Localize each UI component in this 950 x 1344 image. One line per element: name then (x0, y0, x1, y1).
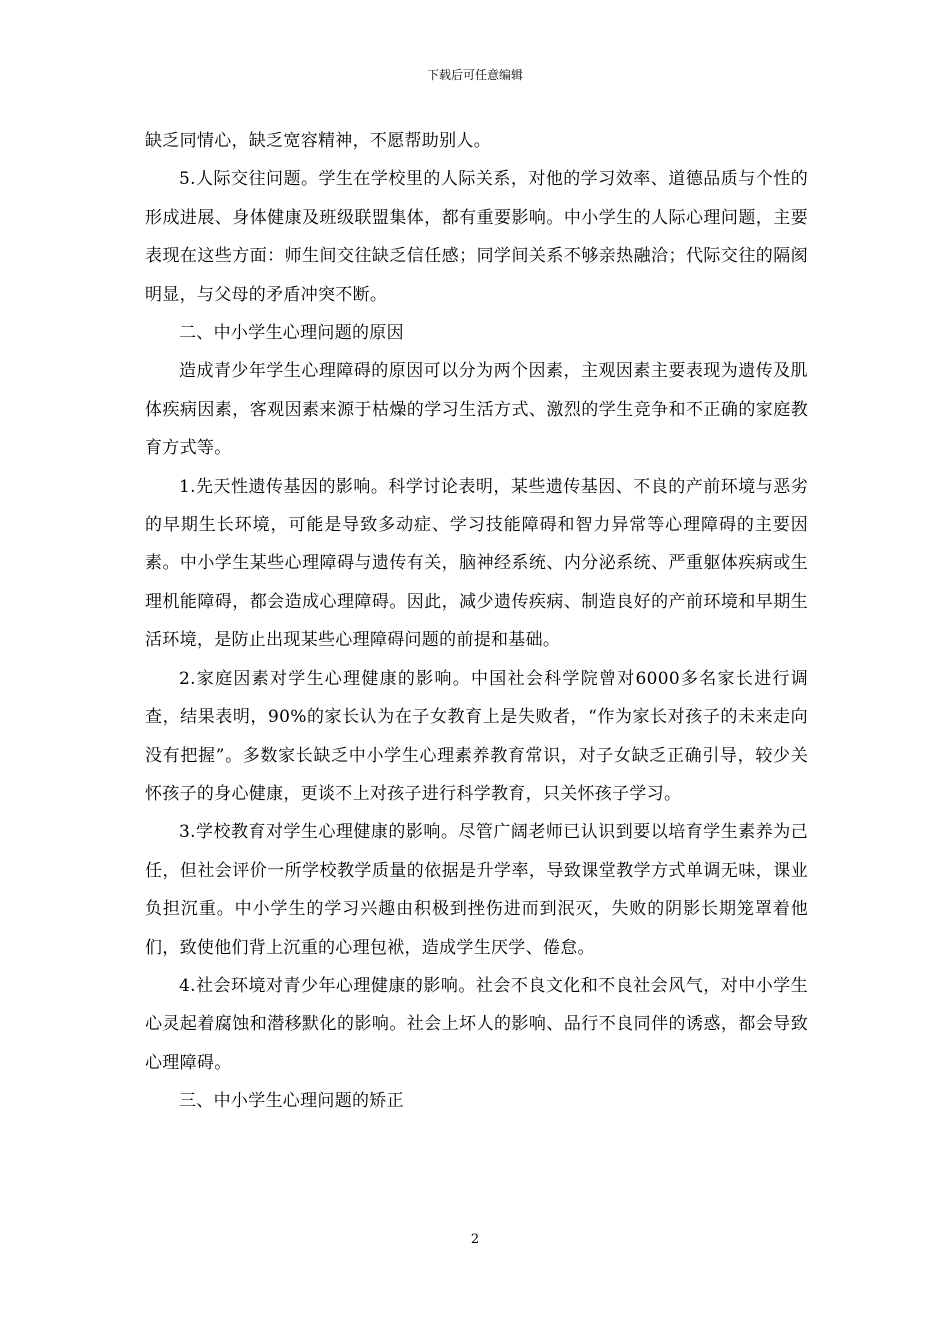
paragraph-causes-intro: 造成青少年学生心理障碍的原因可以分为两个因素，主观因素主要表现为遗传及肌体疾病因素，客观因素来源于枯燥的学习生活方式、激烈的学生竞争和不正确的家庭教育方式等。 (145, 361, 808, 459)
page-number: 2 (470, 1232, 480, 1247)
paragraph-family-factors: 2.家庭因素对学生心理健康的影响。中国社会科学院曾对6000多名家长进行调查，结果表明，90%的家长认为在子女教育上是失败者，“作为家长对孩子的未来走向没有把握”。多数家长缺乏中小学生心理素养教育常识，对子女缺乏正确引导，较少关怀孩子的身心健康，更谈不上对孩子进行科学教育，只关怀孩子学习。 (145, 668, 808, 804)
paragraph-social-factors: 4.社会环境对青少年心理健康的影响。社会不良文化和不良社会风气，对中小学生心灵起着腐蚀和潜移默化的影响。社会上坏人的影响、品行不良同伴的诱惑，都会导致心理障碍。 (145, 975, 808, 1073)
document-body (145, 122, 808, 1121)
paragraph-continuation: 缺乏同情心，缺乏宽容精神，不愿帮助别人。 (145, 131, 491, 151)
paragraph-genetic-factors: 1.先天性遗传基因的影响。科学讨论表明，某些遗传基因、不良的产前环境与恶劣的早期生长环境，可能是导致多动症、学习技能障碍和智力异常等心理障碍的主要因素。中小学生某些心理障碍与遗传有关，脑神经系统、内分泌系统、严重躯体疾病或生理机能障碍，都会造成心理障碍。因此，减少遗传疾病、制造良好的产前环境和早期生活环境，是防止出现某些心理障碍问题的前提和基础。 (145, 476, 808, 651)
section-heading-causes: 二、中小学生心理问题的原因 (179, 323, 404, 344)
paragraph-school-factors: 3.学校教育对学生心理健康的影响。尽管广阔老师已认识到要以培育学生素养为己任，但社会评价一所学校教学质量的依据是升学率，导致课堂教学方式单调无味，课业负担沉重。中小学生的学习兴趣由积极到挫伤进而到泯灭，失败的阴影长期笼罩着他们，致使他们背上沉重的心理包袱，造成学生厌学、倦怠。 (145, 822, 808, 958)
section-heading-correction: 三、中小学生心理问题的矫正 (179, 1091, 404, 1112)
page-header: 下载后可任意编辑 (426, 68, 523, 82)
paragraph-interpersonal-issues: 5.人际交往问题。学生在学校里的人际关系，对他的学习效率、道德品质与个性的形成进展、身体健康及班级联盟集体，都有重要影响。中小学生的人际心理问题，主要表现在这些方面：师生间交往缺乏信任感；同学间关系不够亲热融洽；代际交往的隔阂明显，与父母的矛盾冲突不断。 (145, 169, 808, 305)
